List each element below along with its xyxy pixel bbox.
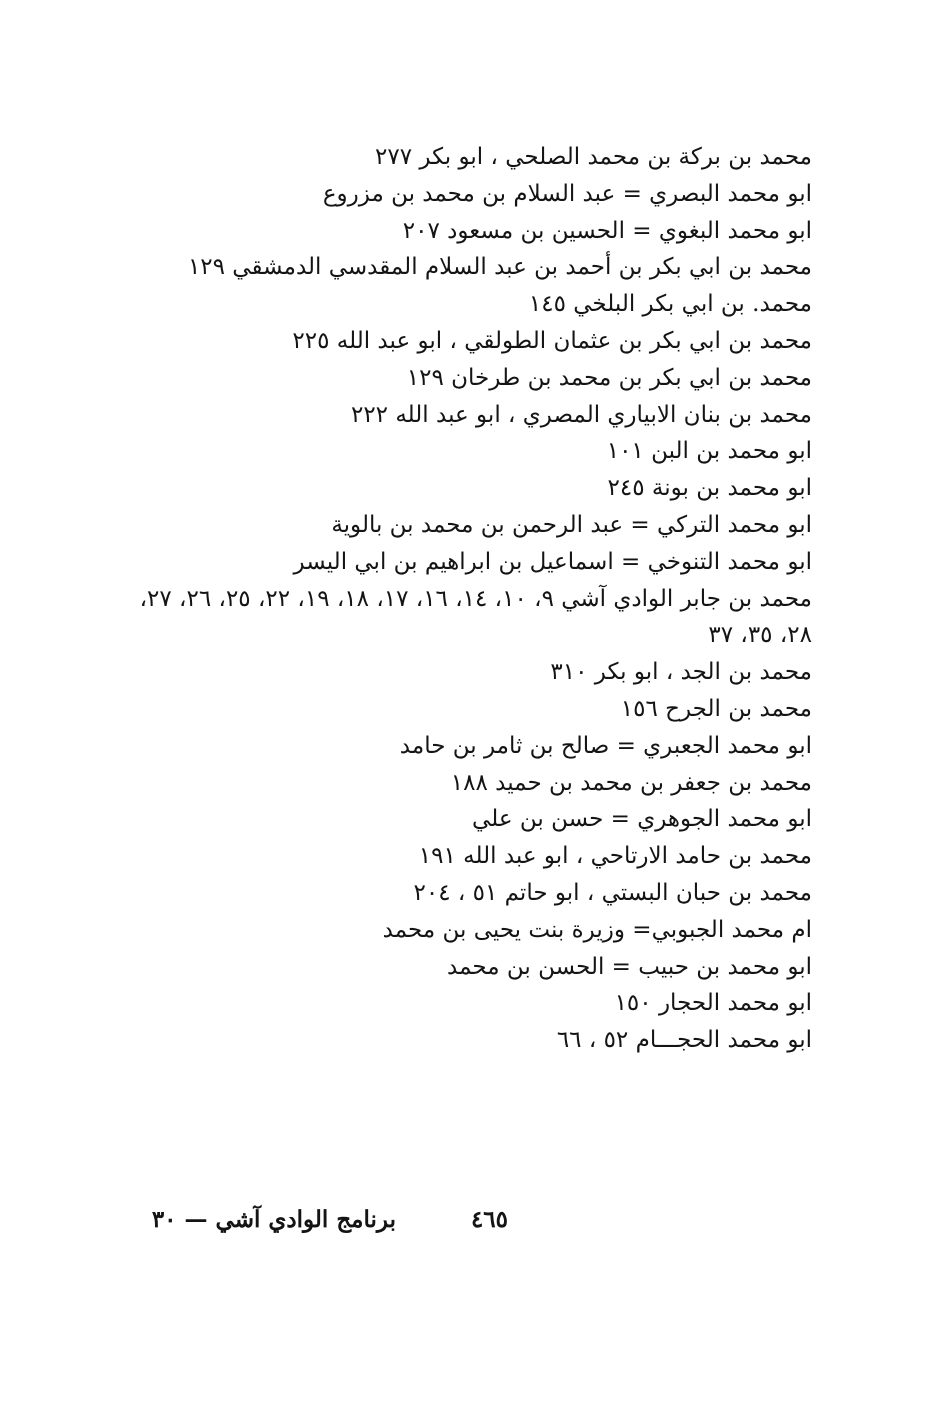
index-entry: محمد بن حبان البستي ، ابو حاتم ٥١ ، ٢٠٤ [413,879,812,906]
index-entry: محمد بن ابي بكر بن عثمان الطولقي ، ابو عبد الله ٢٢٥ [292,327,812,354]
index-entry: ابو محمد الجوهري = حسن بن علي [472,806,812,833]
index-entry: محمد بن حامد الارتاحي ، ابو عبد الله ١٩١ [418,843,812,870]
index-entry: محمد بن الجرح ١٥٦ [620,695,812,722]
page-number: ٤٦٥ [470,1206,508,1233]
index-entry: ابو محمد البغوي = الحسين بن مسعود ٢٠٧ [402,217,812,244]
index-entry: محمد. بن ابي بكر البلخي ١٤٥ [528,291,812,318]
index-entry: ابو محمد التنوخي = اسماعيل بن ابراهيم بن ابي اليسر [293,548,812,575]
index-entry: ابو محمد بن البن ١٠١ [606,438,812,465]
index-entry: ابو محمد الحجار ١٥٠ [614,990,812,1017]
index-entry: ابو محمد التركي = عبد الرحمن بن محمد بن بالوية [331,511,812,538]
index-entry: محمد بن ابي بكر بن محمد بن طرخان ١٢٩ [406,364,812,391]
index-entry: ابو محمد بن حبيب = الحسن بن محمد [447,953,812,980]
index-entry: محمد بن جعفر بن محمد بن حميد ١٨٨ [450,769,812,796]
index-entry: محمد بن الجد ، ابو بكر ٣١٠ [550,659,812,686]
index-entry: ابو محمد بن بونة ٢٤٥ [607,475,812,502]
index-entry: ام محمد الجبوبي= وزيرة بنت يحيى بن محمد [382,916,812,943]
index-entry: ابو محمد الجعبري = صالح بن ثامر بن حامد [399,732,812,759]
index-entry: محمد بن بنان الابياري المصري ، ابو عبد الله ٢٢٢ [350,401,812,428]
index-entry: محمد بن بركة بن محمد الصلحي ، ابو بكر ٢٧٧ [375,144,812,170]
index-entry: محمد بن جابر الوادي آشي ٩، ١٠، ١٤، ١٦، ١٧، ١٨، ١٩، ٢٢، ٢٥، ٢٦، ٢٧، ٢٨، ٣٥، ٣٧ [139,585,812,649]
index-entry: ابو محمد البصري = عبد السلام بن محمد بن مزروع [322,180,812,207]
index-entries [122,139,812,1059]
book-signature: برنامج الوادي آشي — ٣٠ [151,1206,396,1233]
index-entry: ابو محمد الحجـــام ٥٢ ، ٦٦ [556,1027,812,1054]
page-footer [0,1200,944,1240]
index-entry: محمد بن ابي بكر بن أحمد بن عبد السلام المقدسي الدمشقي ١٢٩ [187,254,812,281]
